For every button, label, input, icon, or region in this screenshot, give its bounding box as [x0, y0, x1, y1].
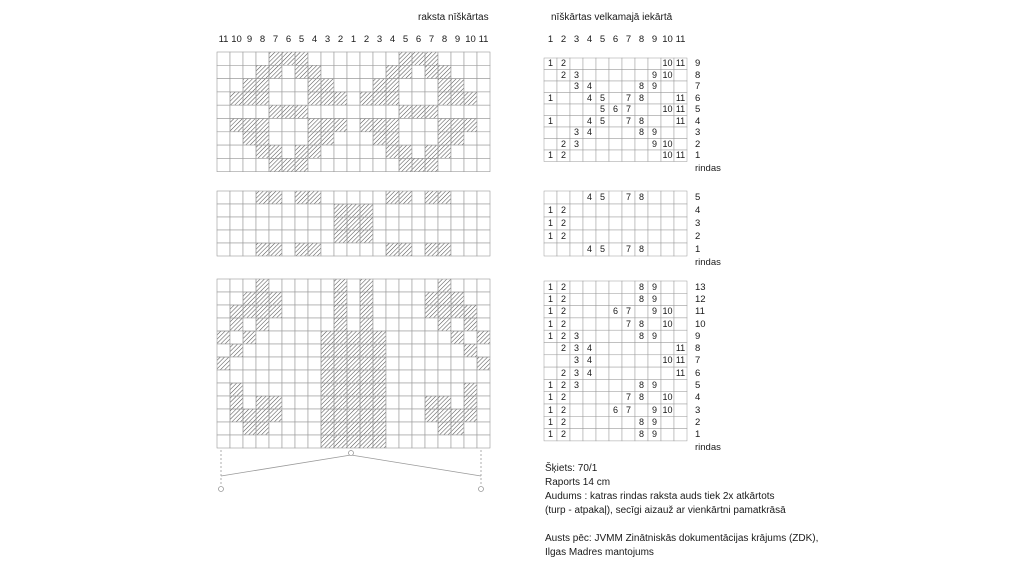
note-skiets: Šķiets: 70/1 [545, 463, 598, 474]
threading-number: 8 [638, 92, 644, 103]
left-col-number: 9 [246, 34, 253, 45]
row-label: 12 [695, 293, 706, 305]
threading-number: 2 [560, 218, 566, 228]
threading-number: 11 [675, 355, 686, 366]
threading-number: 3 [573, 355, 579, 366]
threading-number: 10 [662, 150, 673, 161]
threading-number: 11 [675, 58, 686, 69]
threading-number: 7 [625, 244, 631, 254]
right-col-number: 3 [573, 34, 580, 45]
threading-number: 5 [599, 115, 605, 126]
left-col-number: 6 [285, 34, 292, 45]
right-col-number: 9 [651, 34, 658, 45]
threading-number: 9 [651, 380, 657, 391]
left-col-number: 11 [218, 34, 229, 45]
threading-number: 5 [599, 92, 605, 103]
row-label: 11 [695, 306, 705, 318]
threading-number: 10 [662, 392, 673, 403]
threading-number: 2 [560, 69, 566, 80]
threading-number: 10 [662, 69, 673, 80]
threading-number: 3 [573, 367, 579, 378]
threading-number: 3 [573, 343, 579, 354]
right-col-number: 2 [560, 34, 567, 45]
threading-number: 8 [638, 192, 644, 202]
threading-number: 2 [560, 150, 566, 161]
rindas-label: rindas [695, 441, 721, 453]
threading-number: 8 [638, 293, 644, 304]
row-label: 5 [695, 104, 701, 116]
threading-number: 3 [573, 69, 579, 80]
threading-number: 8 [638, 81, 644, 92]
threading-number: 7 [625, 306, 631, 317]
note-audums-2: (turp - atpakaļ), secīgi aizauž ar vienkārtni pamatkrāsā [545, 505, 786, 516]
threading-number: 8 [638, 281, 644, 292]
left-col-number: 4 [389, 34, 396, 45]
threading-number: 9 [651, 404, 657, 415]
threading-number: 10 [662, 58, 673, 69]
row-label: 1 [695, 244, 701, 255]
threading-number: 2 [560, 138, 566, 149]
row-label: 1 [695, 150, 701, 162]
threading-number: 8 [638, 127, 644, 138]
threading-number: 4 [586, 127, 592, 138]
threading-number: 2 [560, 281, 566, 292]
threading-number: 9 [651, 306, 657, 317]
threading-number: 9 [651, 281, 657, 292]
threading-number: 1 [547, 281, 553, 292]
threading-number: 4 [586, 343, 592, 354]
threading-number: 7 [625, 192, 631, 202]
threading-number: 2 [560, 404, 566, 415]
row-label: 7 [695, 355, 701, 367]
threading-number: 2 [560, 306, 566, 317]
threading-number: 2 [560, 380, 566, 391]
threading-number: 7 [625, 104, 631, 115]
threading-number: 1 [547, 306, 553, 317]
left-col-number: 5 [298, 34, 305, 45]
threading-number: 1 [547, 416, 553, 427]
threading-number: 1 [547, 392, 553, 403]
threading-number: 1 [547, 380, 553, 391]
left-col-number: 5 [402, 34, 409, 45]
threading-number: 1 [547, 115, 553, 126]
left-col-number: 10 [465, 34, 476, 45]
left-col-number: 2 [363, 34, 370, 45]
threading-number: 2 [560, 231, 566, 241]
threading-number: 1 [547, 205, 553, 215]
threading-number: 1 [547, 58, 553, 69]
threading-number: 6 [612, 104, 618, 115]
rindas-label: rindas [695, 162, 721, 174]
row-label: 3 [695, 127, 701, 139]
threading-number: 2 [560, 392, 566, 403]
row-label: 3 [695, 218, 701, 229]
row-label: 4 [695, 115, 701, 127]
threading-number: 8 [638, 429, 644, 440]
threading-number: 10 [662, 404, 673, 415]
threading-number: 7 [625, 115, 631, 126]
threading-number: 11 [675, 115, 686, 126]
threading-number: 1 [547, 218, 553, 228]
left-col-number: 1 [350, 34, 357, 45]
threading-number: 5 [599, 192, 605, 202]
threading-number: 2 [560, 318, 566, 329]
threading-number: 10 [662, 306, 673, 317]
threading-number: 10 [662, 318, 673, 329]
threading-number: 9 [651, 138, 657, 149]
threading-number: 1 [547, 404, 553, 415]
threading-number: 4 [586, 244, 592, 254]
row-label: 6 [695, 367, 701, 379]
left-col-number: 9 [454, 34, 461, 45]
right-col-number: 11 [675, 34, 686, 45]
threading-number: 5 [599, 104, 605, 115]
right-col-number: 7 [625, 34, 632, 45]
threading-number: 7 [625, 404, 631, 415]
left-col-number: 3 [324, 34, 331, 45]
left-col-number: 6 [415, 34, 422, 45]
threading-number: 6 [612, 306, 618, 317]
threading-number: 7 [625, 392, 631, 403]
threading-number: 9 [651, 416, 657, 427]
left-col-number: 8 [259, 34, 266, 45]
left-col-number: 8 [441, 34, 448, 45]
row-label: 6 [695, 92, 701, 104]
threading-number: 8 [638, 392, 644, 403]
row-label: 2 [695, 231, 701, 242]
threading-number: 1 [547, 330, 553, 341]
threading-number: 4 [586, 355, 592, 366]
row-label: 1 [695, 429, 701, 441]
row-label: 8 [695, 343, 701, 355]
right-col-number: 5 [599, 34, 606, 45]
left-chart-title: raksta nīškārtas [418, 12, 489, 23]
threading-number: 4 [586, 92, 592, 103]
row-label: 5 [695, 380, 701, 392]
right-col-number: 10 [662, 34, 673, 45]
threading-number: 1 [547, 293, 553, 304]
left-col-number: 11 [478, 34, 489, 45]
rindas-label: rindas [695, 257, 721, 268]
threading-number: 2 [560, 429, 566, 440]
left-col-number: 10 [231, 34, 242, 45]
note-austs-1: Austs pēc: JVMM Zinātniskās dokumentācijas krājums (ZDK), [545, 533, 819, 544]
threading-number: 4 [586, 81, 592, 92]
threading-number: 8 [638, 244, 644, 254]
threading-number: 3 [573, 81, 579, 92]
threading-number: 4 [586, 367, 592, 378]
row-label: 13 [695, 281, 706, 293]
left-col-number: 3 [376, 34, 383, 45]
threading-number: 11 [675, 104, 686, 115]
left-col-number: 2 [337, 34, 344, 45]
threading-number: 5 [599, 244, 605, 254]
left-col-number: 7 [428, 34, 435, 45]
threading-number: 9 [651, 81, 657, 92]
row-label: 8 [695, 69, 701, 81]
weaving-notes [545, 462, 818, 560]
threading-number: 2 [560, 343, 566, 354]
row-label: 2 [695, 416, 701, 428]
threading-number: 6 [612, 404, 618, 415]
row-label: 2 [695, 138, 701, 150]
threading-number: 1 [547, 231, 553, 241]
threading-number: 8 [638, 330, 644, 341]
threading-number: 2 [560, 205, 566, 215]
note-raports: Raports 14 cm [545, 477, 611, 488]
threading-number: 3 [573, 330, 579, 341]
threading-number: 2 [560, 330, 566, 341]
threading-number: 10 [662, 104, 673, 115]
right-col-number: 1 [547, 34, 554, 45]
right-chart-title: nīškārtas velkamajā iekārtā [551, 12, 673, 23]
row-label: 10 [695, 318, 706, 330]
threading-number: 10 [662, 138, 673, 149]
row-label: 7 [695, 81, 701, 93]
threading-number: 9 [651, 429, 657, 440]
note-audums-1: Audums : katras rindas raksta auds tiek 2x atkārtots [545, 491, 775, 502]
note-austs-2: Ilgas Madres mantojums [545, 547, 654, 558]
threading-number: 3 [573, 380, 579, 391]
threading-number: 11 [675, 367, 686, 378]
threading-number: 10 [662, 355, 673, 366]
threading-number: 3 [573, 138, 579, 149]
row-label: 3 [695, 404, 701, 416]
threading-number: 4 [586, 192, 592, 202]
threading-number: 8 [638, 416, 644, 427]
row-label: 4 [695, 392, 701, 404]
threading-number: 1 [547, 150, 553, 161]
threading-number: 2 [560, 293, 566, 304]
threading-number: 2 [560, 367, 566, 378]
right-col-number: 6 [612, 34, 619, 45]
threading-number: 7 [625, 318, 631, 329]
row-label: 9 [695, 58, 701, 70]
threading-number: 11 [675, 92, 686, 103]
threading-number: 9 [651, 330, 657, 341]
right-col-number: 8 [638, 34, 645, 45]
threading-number: 8 [638, 115, 644, 126]
threading-number: 11 [675, 150, 686, 161]
left-col-number: 4 [311, 34, 318, 45]
threading-number: 8 [638, 318, 644, 329]
threading-number: 11 [675, 343, 686, 354]
threading-number: 7 [625, 92, 631, 103]
left-col-number: 7 [272, 34, 279, 45]
threading-number: 1 [547, 318, 553, 329]
threading-number: 9 [651, 69, 657, 80]
row-label: 5 [695, 192, 701, 203]
row-label: 9 [695, 330, 701, 342]
threading-number: 1 [547, 429, 553, 440]
right-col-number: 4 [586, 34, 593, 45]
threading-number: 2 [560, 416, 566, 427]
row-label: 4 [695, 205, 701, 216]
threading-number: 9 [651, 127, 657, 138]
threading-number: 2 [560, 58, 566, 69]
threading-number: 8 [638, 380, 644, 391]
threading-number: 4 [586, 115, 592, 126]
threading-number: 3 [573, 127, 579, 138]
threading-number: 1 [547, 92, 553, 103]
threading-number: 9 [651, 293, 657, 304]
